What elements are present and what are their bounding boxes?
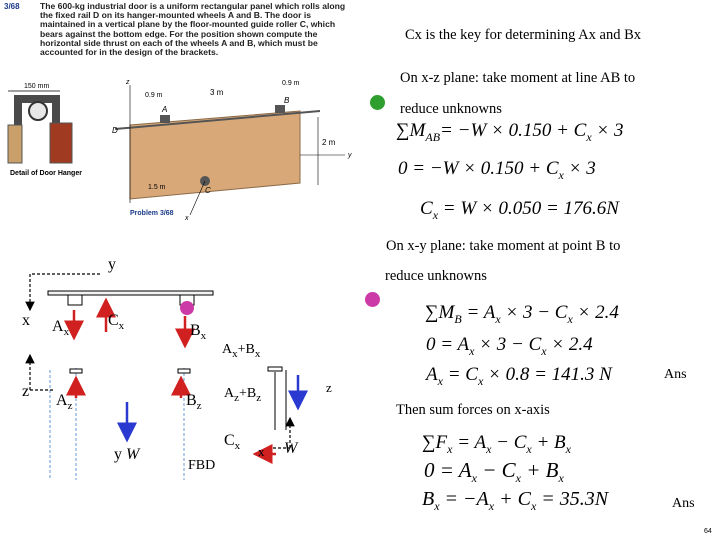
problem-panel xyxy=(0,0,360,222)
wheel-end-view xyxy=(268,367,282,371)
xz-note-line2: reduce unknowns xyxy=(400,101,502,117)
bx-label: $B_x$ xyxy=(190,322,207,343)
svg-text:D: D xyxy=(112,126,118,135)
bx-answer-label: Ans xyxy=(672,496,695,511)
fbd-caption: FBD xyxy=(188,458,216,473)
fbd-y-label: y xyxy=(108,256,116,273)
green-bullet xyxy=(370,95,385,110)
xy-note-line2: reduce unknowns xyxy=(385,268,487,284)
cx-label-end: $C_x$ xyxy=(224,432,241,453)
svg-text:x: x xyxy=(185,215,189,222)
eq-zero-b: $0 = A_x \times 3 - C_x \times 2.4$ xyxy=(426,334,593,358)
bz-label: $B_z$ xyxy=(186,392,202,413)
page-number: 64 xyxy=(704,528,712,535)
xy-note-line1: On x-y plane: take moment at point B to xyxy=(386,238,621,254)
fbd-x-right-label: x xyxy=(258,444,265,459)
svg-text:A: A xyxy=(162,105,168,114)
eq-sum-fx: $\sum F_x = A_x - C_x + B_x$ xyxy=(422,432,571,456)
problem-statement: The 600-kg industrial door is a uniform rectangular panel which rolls along the fixed rail D on its hanger-mounted wheels A and B. The door is maintained in a vertical plane by the floor-mounted guide roller C, which bears against the bottom edge. For the position shown compute the horizontal side thrust on each of the wheels A and B, which must be accounted for in the design of the brackets. xyxy=(40,1,346,58)
point-b-marker xyxy=(180,301,194,315)
door-hanger-detail xyxy=(8,91,72,163)
eq-moment-b: $\sum M_B = A_x \times 3 - C_x \times 2.4$ xyxy=(425,302,619,326)
wheel-b xyxy=(275,105,285,113)
az-plus-bz-label: $A_z+B_z$ xyxy=(224,386,262,404)
az-label: $A_z$ xyxy=(56,392,73,413)
svg-text:B: B xyxy=(284,96,290,105)
sum-forces-note: Then sum forces on x-axis xyxy=(396,402,550,418)
fbd-z-right-label: z xyxy=(326,380,332,395)
rail-top-view xyxy=(48,291,213,295)
free-body-diagram xyxy=(0,250,360,540)
w-label-end: W xyxy=(284,440,298,457)
heading-note: Cx is the key for determining Ax and Bx xyxy=(405,27,641,43)
ax-answer-label: Ans xyxy=(664,367,687,382)
svg-text:y: y xyxy=(348,152,352,159)
svg-text:2 m: 2 m xyxy=(322,138,336,147)
svg-text:1.5 m: 1.5 m xyxy=(148,184,166,191)
wheel-b-side xyxy=(178,369,190,373)
problem-number: 3/68 xyxy=(4,2,20,11)
svg-text:0.9 m: 0.9 m xyxy=(145,92,163,99)
fbd-x-label: x xyxy=(22,312,30,329)
eq-cx-result: $C_x = W \times 0.050 = 176.6N$ xyxy=(420,198,619,222)
eq-zero-ab: $0 = -W \times 0.150 + C_x \times 3$ xyxy=(398,158,596,182)
fbd-z-label: z xyxy=(22,383,30,400)
ax-label: $A_x$ xyxy=(52,318,70,339)
ax-plus-bx-label: $A_x+B_x$ xyxy=(222,342,261,360)
wheel-a-side xyxy=(70,369,82,373)
svg-text:3 m: 3 m xyxy=(210,88,224,97)
svg-text:0.9 m: 0.9 m xyxy=(282,80,300,87)
dim-150mm: 150 mm xyxy=(24,83,50,90)
svg-text:z: z xyxy=(126,79,130,86)
magenta-bullet xyxy=(365,292,380,307)
detail-caption: Detail of Door Hanger xyxy=(10,170,82,177)
w-label: y W xyxy=(114,446,140,463)
xz-note-line1: On x-z plane: take moment at line AB to xyxy=(400,70,636,86)
svg-text:C: C xyxy=(205,186,211,195)
eq-moment-ab: $\sum M_{AB}= -W \times 0.150 + C_x \times 3$ xyxy=(396,120,624,144)
wheel-a xyxy=(160,115,170,123)
eq-ax-result: $A_x = C_x \times 0.8 = 141.3$ N xyxy=(426,364,612,388)
cx-label-top: $C_x$ xyxy=(108,312,125,333)
wheel-a-top xyxy=(68,295,82,305)
eq-zero-fx: $0 = A_x - C_x + B_x$ xyxy=(424,458,564,486)
problem-figure xyxy=(0,75,360,222)
eq-bx-result: $B_x = -A_x + C_x = 35.3N$ xyxy=(422,488,609,513)
problem-caption: Problem 3/68 xyxy=(130,210,174,217)
